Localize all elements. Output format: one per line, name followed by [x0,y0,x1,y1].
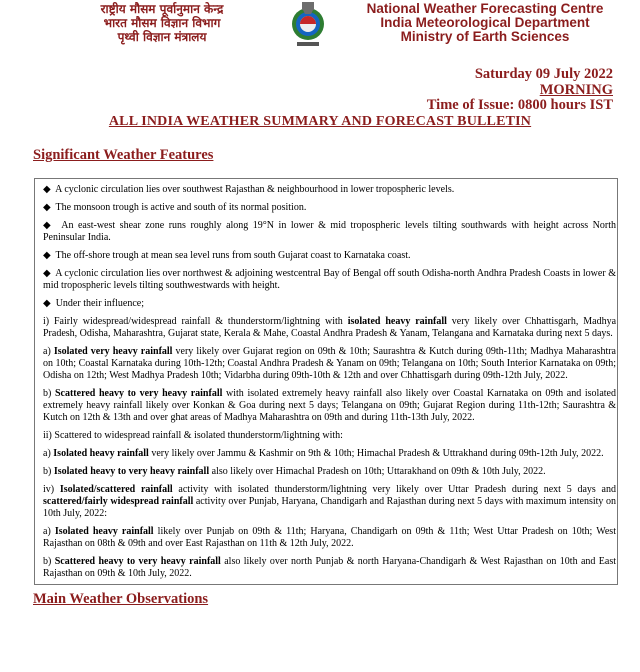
english-line-1: National Weather Forecasting Centre [366,1,604,16]
english-header [340,2,630,44]
imd-emblem-icon [287,0,329,50]
forecast-item-iv-a: a) Isolated heavy rainfall likely over Punjab on 09th & 11th; Haryana, Chandigarh on 09th & 11th; West Uttar Pradesh on 10th; West Rajasthan on 08th & 09th and over East Rajasthan on 11th & 12th July, 2022. [43,526,616,549]
bullet-icon: ◆ [43,250,51,261]
bullet-icon: ◆ [43,268,51,279]
issue-time: Time of Issue: 0800 hours IST [426,97,613,113]
forecast-item-i: i) Fairly widespread/widespread rainfall & thunderstorm/lightning with isolated heavy rainfall very likely over Chhattisgarh, Madhya Pradesh, Odisha, Maharashtra, Gujarat state, Kerala & Mahe, Coastal Andhra Pradesh & Yanam, Telangana and Karnataka during next 5 days. [43,316,617,339]
bullet-icon: ◆ [43,184,51,195]
hindi-header [52,2,272,44]
english-line-2: India Meteorological Department [380,15,590,30]
significant-weather-heading: Significant Weather Features [33,147,214,163]
hindi-line-1: राष्ट्रीय मौसम पूर्वानुमान केन्द्र [100,2,224,16]
bullet-icon: ◆ [43,202,51,213]
feature-item: ◆ Under their influence; [43,298,144,309]
feature-item: ◆ A cyclonic circulation lies over northwest & adjoining westcentral Bay of Bengal off south Odisha-north Andhra Pradesh Coasts in lower & mid tropospheric levels tilting southwestwards with height. [43,268,616,291]
feature-item: ◆ A cyclonic circulation lies over southwest Rajasthan & neighbourhood in lower tropospheric levels. [43,184,455,195]
forecast-item-ii-a: a) Isolated heavy rainfall very likely over Jammu & Kashmir on 9th & 10th; Himachal Pradesh & Uttrakhand during 09th-12th July, 2022. [43,448,604,459]
feature-item: ◆ An east-west shear zone runs roughly along 19°N in lower & mid tropospheric levels tilting southwards with height across North Peninsular India. [43,220,616,243]
issue-info [427,67,613,114]
hindi-line-3: पृथ्वी विज्ञान मंत्रालय [117,30,207,44]
forecast-item-i-b: b) Scattered heavy to very heavy rainfall with isolated extremely heavy rainfall also likely over Coastal Karnataka on 09th and isolated extremely heavy rainfall likely over Konkan & Goa during next 5 days; Telangana on 09th; Gujarat Region during 11th-12th; Saurashtra & Kutch on 12th & 13th and over ghat areas of Madhya Maharashtra on 09th and during 11th-13th July, 2022. [43,388,616,423]
main-observations-heading: Main Weather Observations [33,591,209,607]
forecast-item-ii-b: b) Isolated heavy to very heavy rainfall also likely over Himachal Pradesh on 10th; Uttarakhand on 09th & 10th July, 2022. [43,466,546,477]
feature-item: ◆ The off-shore trough at mean sea level runs from south Gujarat coast to Karnataka coast. [43,250,411,261]
feature-item: ◆ The monsoon trough is active and south of its normal position. [43,202,307,213]
forecast-item-iv-b: b) Scattered heavy to very heavy rainfall also likely over north Punjab & north Haryana-Chandigarh & West Rajasthan on 10th and East Rajasthan on 09th & 10th July, 2022. [43,556,616,579]
bulletin-title: ALL INDIA WEATHER SUMMARY AND FORECAST BULLETIN [108,114,532,129]
bullet-icon: ◆ [43,298,51,309]
bulletin-date: Saturday 09 July 2022 [474,66,613,82]
english-line-3: Ministry of Earth Sciences [400,29,570,44]
bullet-icon: ◆ [43,220,53,231]
forecast-item-iv: iv) Isolated/scattered rainfall activity with isolated thunderstorm/lightning very likely over Uttar Pradesh during next 5 days and scattered/fairly widespread rainfall activity over Punjab, Haryana, Chandigarh and Rajasthan during next 5 days with maximum intensity on 10th July, 2022: [43,484,616,519]
bulletin-session: MORNING [539,81,613,98]
forecast-item-ii: ii) Scattered to widespread rainfall & isolated thunderstorm/lightning with: [43,430,343,441]
forecast-item-i-a: a) Isolated very heavy rainfall very likely over Gujarat region on 09th & 10th; Saurashtra & Kutch during 09th-11th; Madhya Maharashtra on 10th; Coastal Karnataka during 10th-12th; Coastal Andhra Pradesh & Yanam on 09th; Telangana on 10th; South Interior Karnataka on 09th; Odisha on 12th; West Madhya Pradesh 10th; Vidarbha during 09th-10th & 12th and over Chhattisgarh during 09th-12th July, 2022. [43,346,616,381]
hindi-line-2: भारत मौसम विज्ञान विभाग [103,16,221,30]
